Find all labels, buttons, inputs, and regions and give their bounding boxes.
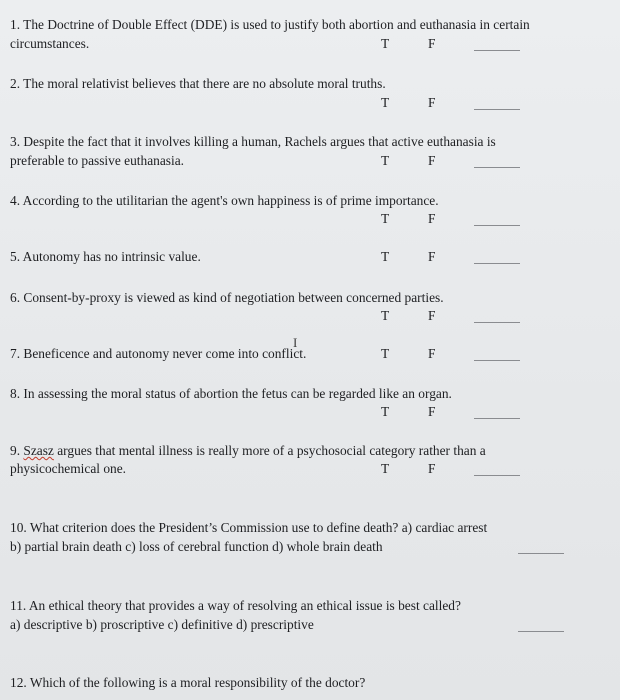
question-1-text-cont: circumstances.	[10, 36, 90, 51]
question-9-true[interactable]: T	[381, 461, 390, 476]
question-1-text: 1. The Doctrine of Double Effect (DDE) is used to justify both abortion and euthanasia in certain	[10, 17, 530, 32]
question-2-false[interactable]: F	[428, 95, 436, 110]
question-3-text: 3. Despite the fact that it involves killing a human, Rachels argues that active euthanasia is	[10, 134, 496, 149]
text-cursor-icon: I	[293, 335, 298, 350]
question-10-answer-blank[interactable]	[518, 553, 564, 554]
question-6-true[interactable]: T	[381, 308, 390, 323]
question-4-false[interactable]: F	[428, 211, 436, 226]
question-9-number: 9.	[10, 443, 24, 458]
question-2-text: 2. The moral relativist believes that there are no absolute moral truths.	[10, 76, 386, 91]
question-1-answer-blank[interactable]	[474, 50, 520, 51]
question-8-text: 8. In assessing the moral status of abortion the fetus can be regarded like an organ.	[10, 386, 452, 401]
question-8-answer-blank[interactable]	[474, 418, 520, 419]
question-2-true[interactable]: T	[381, 95, 390, 110]
question-4-text: 4. According to the utilitarian the agent's own happiness is of prime importance.	[10, 193, 439, 208]
spellcheck-flagged-word[interactable]: Szasz	[23, 443, 54, 458]
question-6-answer-blank[interactable]	[474, 322, 520, 323]
question-1-false[interactable]: F	[428, 36, 436, 51]
question-5-true[interactable]: T	[381, 249, 390, 264]
question-3-answer-blank[interactable]	[474, 167, 520, 168]
question-7-text: 7. Beneficence and autonomy never come into conflict.	[10, 346, 307, 361]
question-7-false[interactable]: F	[428, 346, 436, 361]
question-9-text-cont: physicochemical one.	[10, 461, 127, 476]
question-10-options: b) partial brain death c) loss of cerebral function d) whole brain death	[10, 539, 383, 554]
question-12-text: 12. Which of the following is a moral responsibility of the doctor?	[10, 675, 366, 690]
question-6-text: 6. Consent-by-proxy is viewed as kind of negotiation between concerned parties.	[10, 290, 444, 305]
question-3-true[interactable]: T	[381, 153, 390, 168]
question-1-true[interactable]: T	[381, 36, 390, 51]
question-8-false[interactable]: F	[428, 404, 436, 419]
question-11-text: 11. An ethical theory that provides a way of resolving an ethical issue is best called?	[10, 598, 461, 613]
question-11-answer-blank[interactable]	[518, 631, 564, 632]
question-7-answer-blank[interactable]	[474, 360, 520, 361]
question-10-text: 10. What criterion does the President’s Commission use to define death? a) cardiac arrest	[10, 520, 488, 535]
question-9-text	[10, 443, 486, 459]
question-5-answer-blank[interactable]	[474, 263, 520, 264]
question-11-options: a) descriptive b) proscriptive c) definitive d) prescriptive	[10, 617, 314, 632]
question-4-true[interactable]: T	[381, 211, 390, 226]
question-4-answer-blank[interactable]	[474, 225, 520, 226]
question-3-text-cont: preferable to passive euthanasia.	[10, 153, 184, 168]
question-9-false[interactable]: F	[428, 461, 436, 476]
question-2-answer-blank[interactable]	[474, 109, 520, 110]
question-3-false[interactable]: F	[428, 153, 436, 168]
question-9-answer-blank[interactable]	[474, 475, 520, 476]
question-9-text-rest: argues that mental illness is really more of a psychosocial category rather than a	[53, 443, 486, 458]
question-5-false[interactable]: F	[428, 249, 436, 264]
question-5-text: 5. Autonomy has no intrinsic value.	[10, 249, 201, 264]
question-7-true[interactable]: T	[381, 346, 390, 361]
question-8-true[interactable]: T	[381, 404, 390, 419]
question-6-false[interactable]: F	[428, 308, 436, 323]
